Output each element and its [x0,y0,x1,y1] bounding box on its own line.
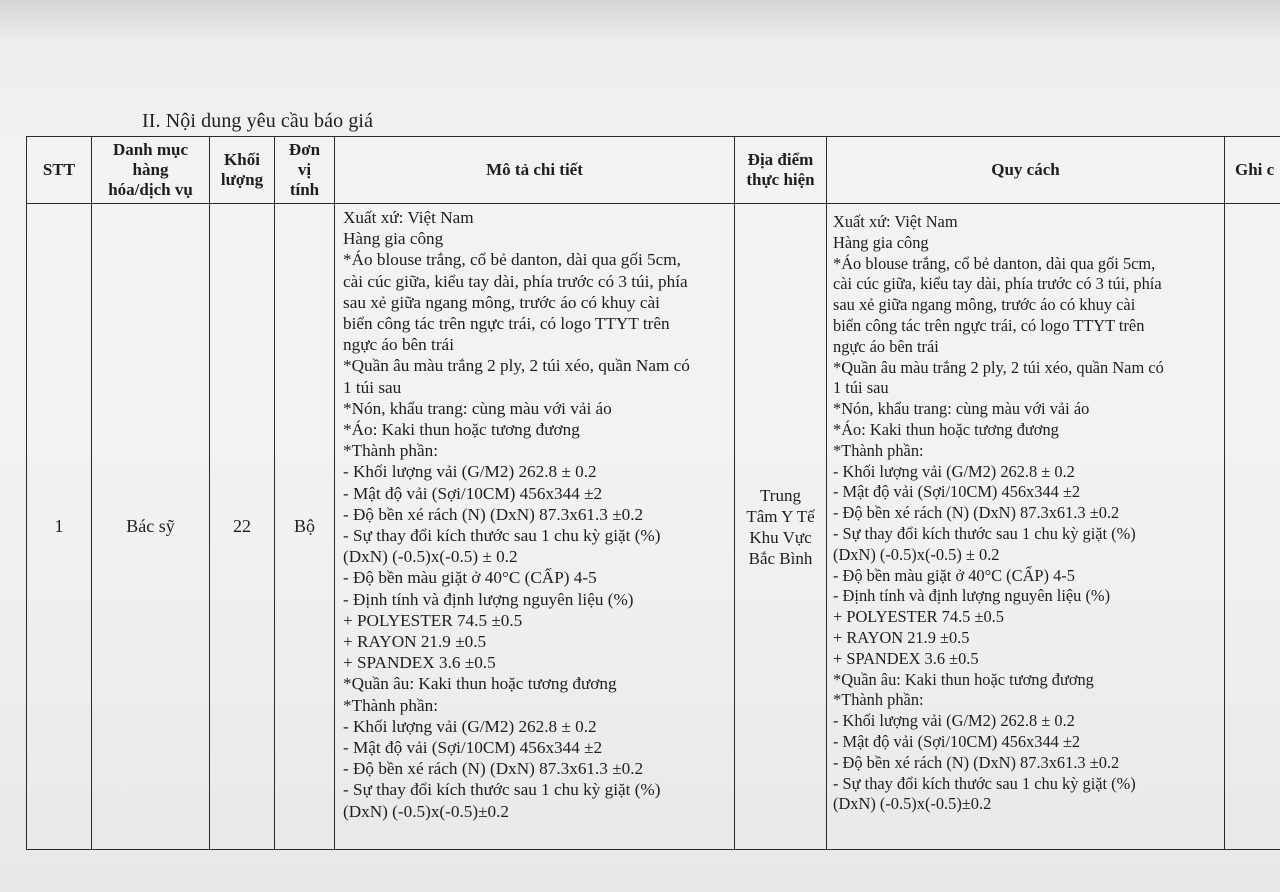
specification-line: *Nón, khẩu trang: cùng màu với vải áo [833,399,1090,419]
description-line: ngực áo bên trái [343,335,454,355]
description-line: *Thành phần: [343,441,438,461]
specification-line: + RAYON 21.9 ±0.5 [833,627,970,647]
specification-line: 1 túi sau [833,378,889,398]
description-line: - Mật độ vải (Sợi/10CM) 456x344 ±2 [343,738,603,758]
dia-diem-line: Bắc Bình [748,548,813,568]
specification-line: - Độ bền xé rách (N) (DxN) 87.3x61.3 ±0.2 [833,752,1120,772]
header-dia-diem-line: Địa điểm [747,150,814,169]
header-danh-muc-line: hàng [132,160,169,179]
specification-line: + SPANDEX 3.6 ±0.5 [833,648,979,668]
description-line: - Độ bền xé rách (N) (DxN) 87.3x61.3 ±0.2 [343,759,644,779]
header-danh-muc-line: hóa/dịch vụ [108,180,193,199]
header-mo-ta: Mô tả chi tiết [335,137,735,204]
cell-danh-muc: Bác sỹ [92,204,210,850]
header-dia-diem-line: thực hiện [746,170,815,189]
description-line: (DxN) (-0.5)x(-0.5)±0.2 [343,801,509,821]
page-shadow [0,0,1280,40]
description-line: cài cúc giữa, kiểu tay dài, phía trước có 3 túi, phía [343,271,688,291]
header-stt: STT [27,137,92,204]
specification-line: - Mật độ vải (Sợi/10CM) 456x344 ±2 [833,731,1081,751]
specification-line: - Sự thay đổi kích thước sau 1 chu kỳ giặt (%) [833,773,1136,793]
specification-line: (DxN) (-0.5)x(-0.5)±0.2 [833,794,992,814]
description-line: *Thành phần: [343,695,438,715]
specification-line: + POLYESTER 74.5 ±0.5 [833,607,1004,627]
description-line: - Độ bền màu giặt ở 40°C (CẤP) 4-5 [343,568,597,588]
description-line: *Áo: Kaki thun hoặc tương đương [343,420,580,440]
specification-line: biển công tác trên ngực trái, có logo TTYT trên [833,315,1145,335]
specification-line: *Áo blouse trắng, cổ bẻ danton, dài qua gối 5cm, [833,253,1156,273]
header-danh-muc [92,137,210,204]
cell-stt: 1 [27,204,92,850]
cell-khoi-luong: 22 [210,204,275,850]
specification-line: *Quần âu màu trắng 2 ply, 2 túi xéo, quần Nam có [833,357,1164,377]
description-line: *Quần âu màu trắng 2 ply, 2 túi xéo, quần Nam có [343,356,690,376]
description-line: - Sự thay đổi kích thước sau 1 chu kỳ giặt (%) [343,526,661,546]
specification-line: - Mật độ vải (Sợi/10CM) 456x344 ±2 [833,482,1081,502]
specification-line: - Khối lượng vải (G/M2) 262.8 ± 0.2 [833,711,1075,731]
specification-line: ngực áo bên trái [833,336,939,356]
description-line: sau xẻ giữa ngang mông, trước áo có khuy cài [343,292,660,312]
description-line: - Định tính và định lượng nguyên liệu (%) [343,589,634,609]
header-don-vi-line: tính [289,180,320,199]
description-line: - Sự thay đổi kích thước sau 1 chu kỳ giặt (%) [343,780,661,800]
specification-line: *Thành phần: [833,690,924,710]
section-title: II. Nội dung yêu cầu báo giá [142,110,374,132]
specification-line: *Quần âu: Kaki thun hoặc tương đương [833,669,1094,689]
header-khoi-luong-line: lượng [220,170,264,189]
description-line: - Khối lượng vải (G/M2) 262.8 ± 0.2 [343,462,597,482]
cell-don-vi: Bộ [275,204,335,850]
specification-line: Xuất xứ: Việt Nam [833,212,958,231]
description-line: *Nón, khẩu trang: cùng màu với vải áo [343,398,612,418]
specification-line: - Định tính và định lượng nguyên liệu (%) [833,586,1111,606]
specification-line: cài cúc giữa, kiểu tay dài, phía trước có 3 túi, phía [833,274,1162,294]
header-don-vi [275,137,335,204]
specification-line: (DxN) (-0.5)x(-0.5) ± 0.2 [833,544,1000,564]
cell-dia-diem [735,204,827,850]
dia-diem-line: Tâm Y Tế [746,506,815,526]
cell-quy-cach [827,204,1225,850]
dia-diem-line: Khu Vực [749,527,812,547]
specification-line: - Độ bền màu giặt ở 40°C (CẤP) 4-5 [833,565,1075,585]
specification-line: - Khối lượng vải (G/M2) 262.8 ± 0.2 [833,461,1075,481]
description-line: - Mật độ vải (Sợi/10CM) 456x344 ±2 [343,483,603,503]
header-don-vi-line: Đơn [288,140,321,159]
header-ghi-chu: Ghi c [1225,137,1280,204]
description-line: Xuất xứ: Việt Nam [343,208,474,227]
header-quy-cach: Quy cách [827,137,1225,204]
description-line: *Áo blouse trắng, cổ bẻ danton, dài qua gối 5cm, [343,250,681,270]
dia-diem-line: Trung [760,485,801,505]
description-line: - Độ bền xé rách (N) (DxN) 87.3x61.3 ±0.2 [343,504,644,524]
specification-line: - Sự thay đổi kích thước sau 1 chu kỳ giặt (%) [833,523,1136,543]
description-line: biển công tác trên ngực trái, có logo TTYT trên [343,314,670,334]
header-row [27,137,1280,204]
description-line: *Quần âu: Kaki thun hoặc tương đương [343,674,617,694]
specification-line: sau xẻ giữa ngang mông, trước áo có khuy cài [833,295,1136,315]
cell-ghi-chu [1225,204,1280,850]
description-line: Hàng gia công [343,229,444,249]
description-line: + SPANDEX 3.6 ±0.5 [343,653,496,673]
header-danh-muc-line: Danh mục [112,140,189,159]
description-line: - Khối lượng vải (G/M2) 262.8 ± 0.2 [343,716,597,736]
description-line: + RAYON 21.9 ±0.5 [343,632,487,652]
header-don-vi-line: vị [297,160,312,179]
header-khoi-luong [210,137,275,204]
description-line: 1 túi sau [343,377,402,397]
specification-line: *Áo: Kaki thun hoặc tương đương [833,419,1059,439]
table-row [27,204,1280,850]
specification-line: Hàng gia công [833,232,929,252]
description-line: + POLYESTER 74.5 ±0.5 [343,610,523,630]
quotation-table [26,136,1280,850]
description-line: (DxN) (-0.5)x(-0.5) ± 0.2 [343,547,518,567]
header-khoi-luong-line: Khối [224,150,260,169]
specification-line: *Thành phần: [833,440,924,460]
header-dia-diem [735,137,827,204]
specification-line: - Độ bền xé rách (N) (DxN) 87.3x61.3 ±0.2 [833,503,1120,523]
cell-mo-ta [335,204,735,850]
